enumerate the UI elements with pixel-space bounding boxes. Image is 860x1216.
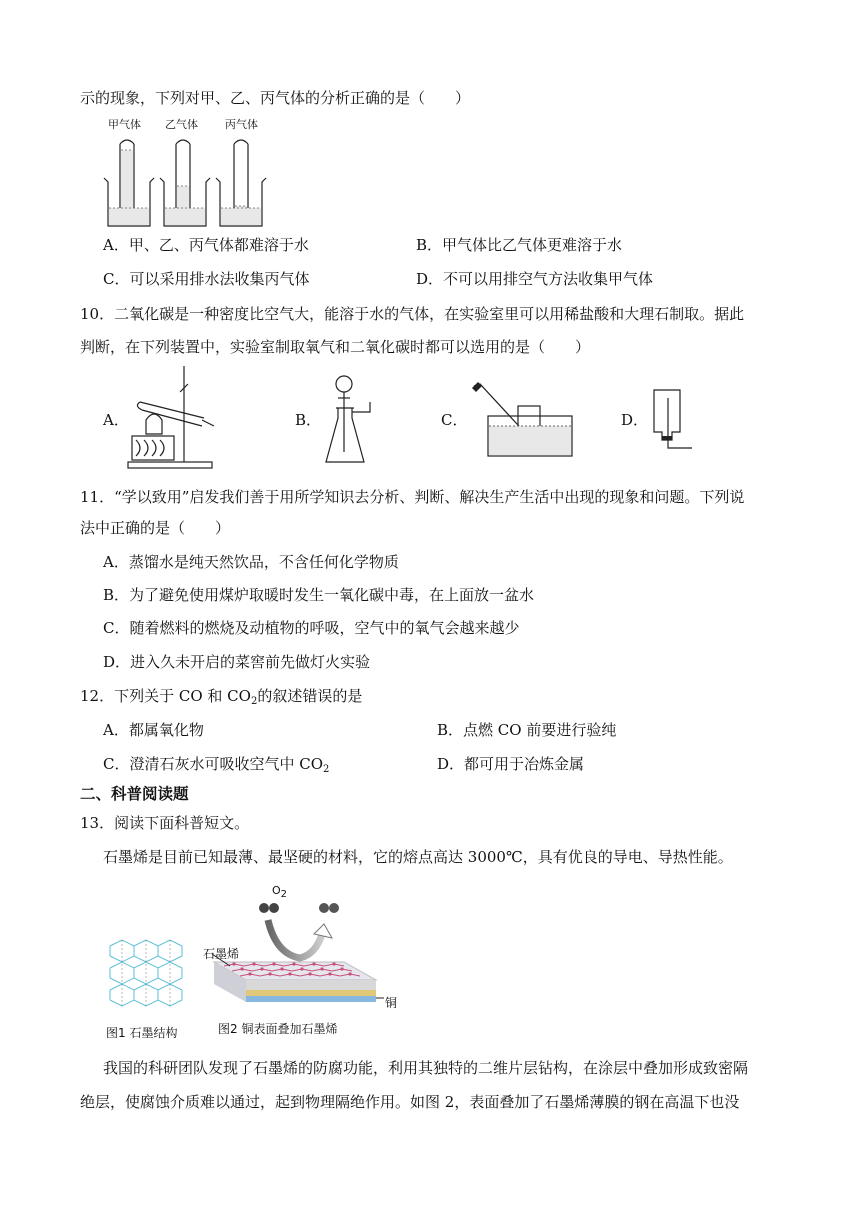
q12-stem-sub: 2 [250,696,258,707]
gas-bing-label: 丙气体 [225,118,258,131]
q12-option-c-pre: C．澄清石灰水可吸收空气中 CO [103,755,324,773]
q12-option-a: A．都属氧化物 [103,721,204,739]
fig1-caption: 图1 石墨结构 [106,1026,178,1040]
q10-stem-line1: 10．二氧化碳是一种密度比空气大，能溶于水的气体，在实验室里可以用稀盐酸和大理石制取。据此 [80,305,745,323]
q11-option-b: B．为了避免使用煤炉取暖时发生一氧化碳中毒，在上面放一盆水 [103,586,535,604]
apparatus-b-flask-funnel [320,372,400,472]
q12-option-c-sub: 2 [323,764,330,775]
q9-option-a: A．甲、乙、丙气体都难溶于水 [103,236,309,254]
gas-yi-label: 乙气体 [165,118,198,131]
q12-option-c [103,754,329,780]
q10-option-b-label: B． [295,411,322,429]
q9-option-b: B．甲气体比乙气体更难溶于水 [416,236,623,254]
apparatus-d-inverted-bottle [646,384,696,464]
q13-para1: 石墨烯是目前已知最薄、最坚硬的材料，它的熔点高达 3000℃，具有优良的导电、导热性能。 [103,848,733,866]
apparatus-a-heating-tube [124,362,220,472]
q13-stem: 13．阅读下面科普短文。 [80,814,250,832]
q12-stem-pre: 12．下列关于 CO 和 CO [80,687,251,705]
fig2-o2-text: O [272,884,281,897]
q13-para2-line1: 我国的科研团队发现了石墨烯的防腐功能，利用其独特的二维片层钻构，在涂层中叠加形成致密隔 [103,1059,749,1077]
q12-option-d: D．都可用于冶炼金属 [437,755,585,773]
q11-stem-line1: 11．“学以致用”启发我们善于用所学知识去分析、判断、解决生产生活中出现的现象和问题。下列说 [80,488,745,506]
section-title: 二、科普阅读题 [80,785,189,803]
q11-option-a: A．蒸馏水是纯天然饮品，不含任何化学物质 [103,553,399,571]
q13-para2-line2: 绝层，使腐蚀介质难以通过，起到物理隔绝作用。如图 2，表面叠加了石墨烯薄膜的钢在高温下也没 [80,1093,740,1111]
graphite-structure-figure [104,938,194,1016]
fig2-copper-label: 铜 [385,996,398,1010]
q9-option-d: D．不可以用排空气方法收集甲气体 [416,270,654,288]
gas-jia-label: 甲气体 [108,118,141,131]
q11-option-d: D．进入久未开启的菜窖前先做灯火实验 [103,653,371,671]
q9-stem: 示的现象，下列对甲、乙、丙气体的分析正确的是（ ） [80,89,471,107]
q12-option-b: B．点燃 CO 前要进行验纯 [437,721,617,739]
q11-option-c: C．随着燃料的燃烧及动植物的呼吸，空气中的氧气会越来越少 [103,619,520,637]
q12-stem [80,686,362,712]
q11-stem-line2: 法中正确的是（ ） [80,519,231,537]
fig2-o2-sub: 2 [280,889,288,900]
q10-option-a-label: A． [103,411,129,429]
q9-option-c: C．可以采用排水法收集丙气体 [103,270,310,288]
fig2-graphene-label: 石墨烯 [203,947,240,961]
q10-option-c-label: C． [441,411,468,429]
fig2-caption: 图2 铜表面叠加石墨烯 [218,1022,338,1036]
q10-option-d-label: D． [621,411,649,429]
apparatus-c-water-collection [466,380,576,460]
q10-stem-line2: 判断，在下列装置中，实验室制取氧气和二氧化碳时都可以选用的是（ ） [80,338,591,356]
copper-graphene-figure [210,898,390,1016]
q12-stem-post: 的叙述错误的是 [257,687,363,705]
gas-solubility-figure [100,130,270,230]
